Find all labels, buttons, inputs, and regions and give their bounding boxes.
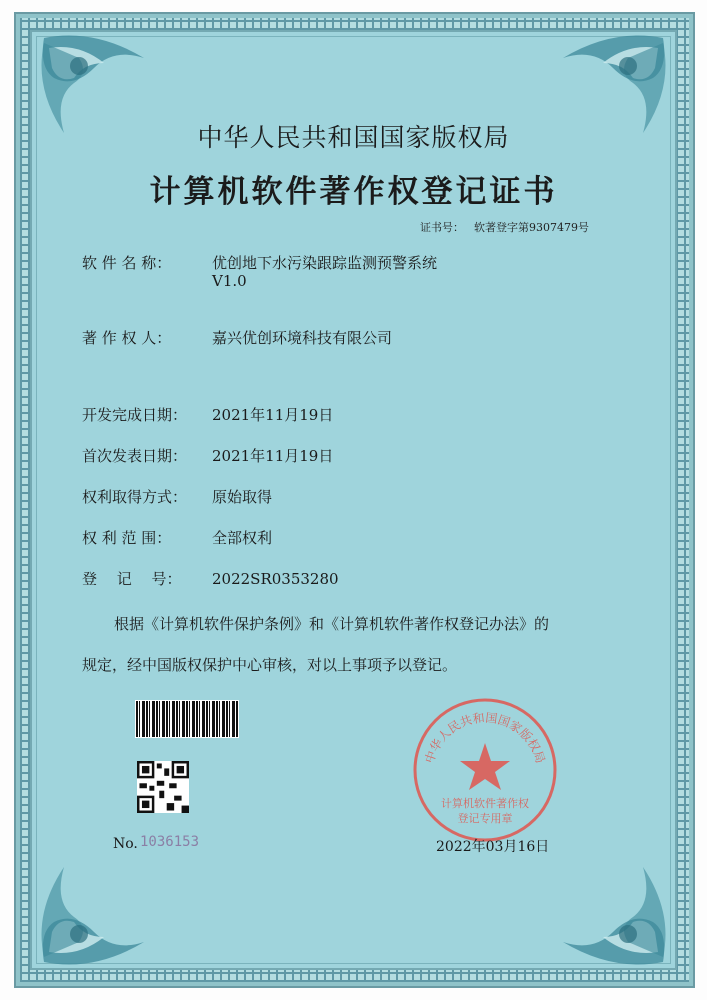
field-label: 登 记 号：	[82, 570, 182, 588]
software-version-row	[82, 272, 247, 290]
seal-line-1: 计算机软件著作权	[441, 797, 529, 810]
field-label: 首次发表日期：	[82, 447, 188, 465]
field-value: 优创地下水污染跟踪监测预警系统	[212, 254, 438, 272]
field-value: 2021年11月19日	[212, 447, 334, 465]
registration-number-row	[82, 568, 339, 589]
certificate-number-label: 证书号：	[420, 221, 464, 234]
serial-number-label: No.	[113, 836, 138, 852]
field-label: 著 作 权 人：	[82, 329, 172, 347]
issue-date: 2022年03月16日	[436, 839, 550, 855]
software-name-row	[82, 252, 437, 273]
issuing-authority: 中华人民共和国国家版权局	[197, 123, 510, 152]
field-value: 原始取得	[212, 488, 273, 506]
field-value: 2022SR0353280	[212, 570, 339, 588]
software-version: V1.0	[212, 272, 247, 290]
publication-date-row	[82, 445, 333, 466]
seal-line-2: 登记专用章	[457, 812, 513, 825]
field-value: 嘉兴优创环境科技有限公司	[212, 329, 393, 347]
field-label: 软 件 名 称：	[82, 254, 172, 272]
field-value: 全部权利	[212, 529, 273, 547]
seal-ring-text: 中华人民共和国国家版权局	[422, 710, 548, 765]
field-label: 开发完成日期：	[82, 406, 188, 424]
certificate-title: 计算机软件著作权登记证书	[149, 174, 558, 210]
field-label: 权利取得方式：	[82, 488, 188, 506]
qr-code	[137, 761, 189, 813]
rights-scope-row	[82, 527, 272, 548]
barcode	[135, 700, 239, 738]
certificate-number-value: 软著登字第9307479号	[474, 221, 589, 234]
copyright-owner-row	[82, 327, 392, 348]
acquisition-method-row	[82, 486, 272, 507]
certificate-number	[420, 219, 599, 235]
corner-ornament-bottom-left	[34, 862, 154, 972]
development-date-row	[82, 404, 333, 425]
serial-number-value: 1036153	[140, 834, 200, 850]
corner-ornament-bottom-right	[553, 862, 673, 972]
field-value: 2021年11月19日	[212, 406, 334, 424]
official-seal	[410, 695, 560, 845]
body-text-line-2: 规定，经中国版权保护中心审核，对以上事项予以登记。	[82, 656, 458, 674]
body-text-line-1: 根据《计算机软件保护条例》和《计算机软件著作权登记办法》的	[114, 615, 550, 633]
field-label: 权 利 范 围：	[82, 529, 172, 547]
